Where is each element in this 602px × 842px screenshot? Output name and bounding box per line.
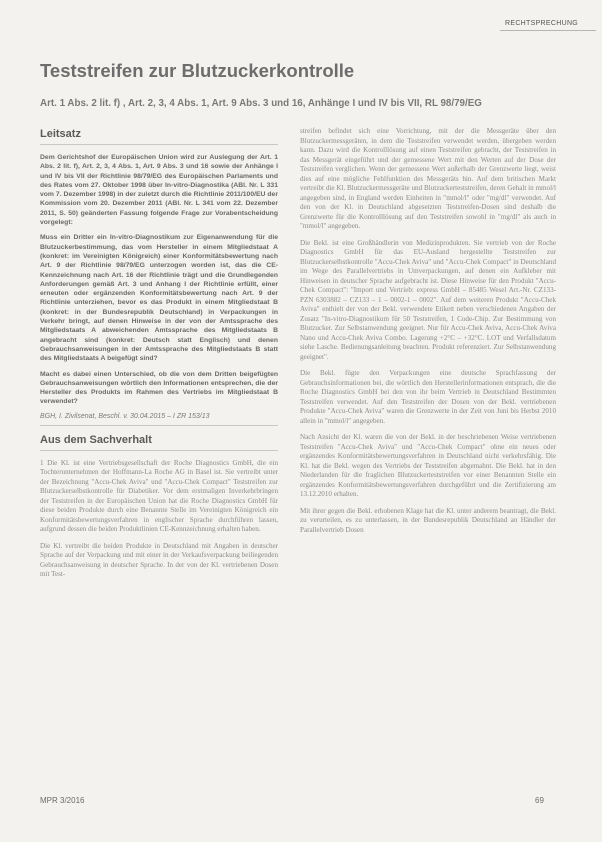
leitsatz-paragraph: Muss ein Dritter ein In-vitro-Diagnostikum zur Eigenanwendung für die Blutzuckerbestimmung, das vom Hersteller in einem Mitgliedstaat A (konkret: im Vereinigten Königreich) einer Konformitätsbewertung nach Art. 9 der Richtlinie 98/79/EG unterzogen worden ist, das die CE-Kennzeichnung nach Art. 16 der Richtlinie trägt und die Grundlegenden Anforderungen gemäß Art. 3 und Anhang I der Richtlinie erfüllt, einer erneuten oder ergänzenden Konformitätsbewertung nach Art. 9 der Richtlinie unterziehen, bevor es das Produkt in einem Mitgliedstaat B (konkret: in der Bundesrepublik Deutschland) in Verpackungen in Verkehr bringt, auf denen Hinweise in der von der Amtssprache des Mitgliedstaats A abweichenden Amtssprache des Mitgliedstaats B angebracht sind (konkret: Deutsch statt Englisch) und denen Gebrauchsanweisungen in der Amtssprache des Mitgliedstaats B statt des Mitgliedstaats A beigefügt sind? [40,234,278,363]
body-paragraph: Die Bekl. fügte den Verpackungen eine deutsche Sprachfassung der Gebrauchsinformationen bei, die wörtlich den Herstellerinformationen entsprach, die die Roche Diagnostics GmbH bei den von ihr beim Vertrieb in Deutschland Bestimmten Teststreifen verwendet. Auf den Teststreifen der Dosen von der Bekl. vertriebenen Produkte "Accu-Chek Aviva" waren die Grenzwerte in der Zeit von Juni bis Herbst 2010 allein in "mmol/l" angegeben. [300,369,556,425]
sachverhalt-right-text [300,127,556,535]
court-citation: BGH, I. Zivilsenat, Beschl. v. 30.04.2015 – I ZR 153/13 [40,413,278,426]
leitsatz-paragraph: Macht es dabei einen Unterschied, ob die von dem Dritten beigefügten Gebrauchsanweisungen wörtlich den Informationen entsprechen, die der Hersteller des Produkts im Rahmen des Vertriebs im Mitgliedstaat B verwendet? [40,370,278,406]
journal-reference: MPR 3/2016 [40,796,85,805]
section-label: RECHTSPRECHUNG [505,20,579,27]
sachverhalt-heading: Aus dem Sachverhalt [40,434,278,451]
body-paragraph: Mit ihrer gegen die Bekl. erhobenen Klage hat die Kl. unter anderem beantragt, die Bekl. zu verurteilen, es zu unterlassen, in der Bundesrepublik Deutschland an Händler der Parallelvertrieb Dosen [300,506,556,534]
article-title: Teststreifen zur Blutzuckerkontrolle [40,60,355,81]
body-paragraph: Nach Ansicht der Kl. waren die von der Bekl. in der beschriebenen Weise vertriebenen Teststreifen "Accu-Chek Aviva" und "Accu-Chek Compact" ohne ein neues oder ergänzendes Konformitätsbewertungsverfahren in Deutschland nicht verkehrsfähig. Die Kl. hat die Bekl. wegen des Vertriebs der Teststreifen abgemahnt. Die Bekl. hat in den Niederlanden für die fraglichen Blutzuckerteststreifen vor einer Benannten Stelle ein ergänzendes Konformitätsbewertungsverfahren durchgeführt und die Zertifizierung am 13.12.2010 erhalten. [300,433,556,498]
header-rule [500,30,596,31]
left-column [40,128,278,587]
page-number: 69 [535,796,544,805]
body-paragraph: streifen befindet sich eine Vorrichtung, mit der die Messgeräte über den Blutzuckermessgeräten, in dem die Teststreifen verwendet werden, übergeben werden kann. Dazu wird die Kontrolllösung auf einen Teststreifen gebracht, der Teststreifen in das Messgerät eingeführt und der gemessene Wert mit den Werten auf der Dose der Teststreifen verglichen. Wenn der gemessene Wert außerhalb der Grenzwerte liegt, weist dies auf eine mögliche Fehlfunktion des Messgeräts hin. Auf dem britischen Markt vertreibt die Kl. Blutzuckermessgeräte und Blutzuckerteststreifen, deren Gehalt in mmol/l angegeben sind, in England werden Einheiten in "mmol/l" oder "mg/dl" verwendet. Auf den von der Kl. in Deutschland abgesetzten Teststreifen-Dosen sind deshalb die Grenzwerte für die Kontrolllösung auf den Teststreifen sowohl in "mg/dl" als auch in "mmol/l" angegeben. [300,127,556,230]
article-subtitle: Art. 1 Abs. 2 lit. f) , Art. 2, 3, 4 Abs. 1, Art. 9 Abs. 3 und 16, Anhänge I und IV bis VII, RL 98/79/EG [40,98,482,109]
body-paragraph: Die Bekl. ist eine Großhändlerin von Medizinprodukten. Sie vertrieb von der Roche Diagnostics GmbH für das EU-Ausland hergestellte Teststreifen zur Blutzuckerselbstkontrolle "Accu-Chek Aviva" und "Accu-Chek Compact" in Deutschland im Wege des Parallelvertriebs in Umverpackungen, auf denen ein Aufkleber mit Hinweisen in deutscher Sprache aufgebracht ist. Diese Hinweise für den Produkt "Accu-Chek Compact": "Import und Vertrieb: express GmbH – 85485 Wesel Art.-Nr. CZ133-PZN 6303882 – CZ133 – 1 – 0002-1 – 0002". Auf dem weiteren Produkt "Accu-Chek Aviva" enthielt der von der Bekl. verwendete Etikett neben verschiedenen Angaben der Zusatz "In-vitro-Diagnostikum für 50 Teststreifen, 1 Code-Chip. Zur Bestimmung von Blutzucker. Zur Selbstanwendung geeignet. Nur für Accu-Chek Aviva, Accu-Chek Aviva Nano und Accu-Chek Aviva Combo. Lagerung +2°C – +32°C. LOT und Verfallsdatum siehe Lasche. Bedienungsanleitung beachten. Produkt referenziert. Zur Selbstanwendung geeignet". [300,238,556,361]
right-column [300,127,556,542]
leitsatz-text [40,153,278,407]
body-paragraph: Die Kl. vertreibt die beiden Produkte in Deutschland mit Angaben in deutscher Sprache auf der Verpackung und mit einer in der Verkaufsverpackung beiliegenden Gebrauchsanweisung in deutscher Sprache. In der von der Kl. vertriebenen Dosen mit Test- [40,541,278,579]
body-paragraph: 1 Die Kl. ist eine Vertriebsgesellschaft der Roche Diagnostics GmbH, die ein Tochterunternehmen der Hoffmann-La Roche AG in Basel ist. Sie vertreibt unter der Bezeichnung "Accu-Chek Aviva" und "Accu-Chek Compact" Teststreifen zur Blutzuckerselbstkontrolle für Diabetiker. Vor dem erstmaligen Inverkehrbringen der Teststreifen in der Europäischen Union hat die Roche Diagnostics GmbH für diese beiden Produkte durch eine Benannte Stelle im Vereinigten Königreich ein Konformitätsbewertungsverfahren in englischer Sprache durchführen lassen, aufgrund dessen die beiden Produktlinien CE-Kennzeichnung erhalten haben. [40,458,278,534]
leitsatz-paragraph: Dem Gerichtshof der Europäischen Union wird zur Auslegung der Art. 1 Abs. 2 lit. f), Art. 2, 3, 4 Abs. 1, Art. 9 Abs. 3 und 16 sowie der Anhänge I und IV bis VII der Richtlinie 98/79/EG des Europäischen Parlaments und des Rates vom 27. Oktober 1998 über In-vitro-Diagnostika (ABl. Nr. L 331 vom 7. Dezember 1998) in der zuletzt durch die Richtlinie 2011/100/EU der Kommission vom 20. Dezember 2011 (ABl. Nr. L 341 vom 22. Dezember 2011, S. 50) geänderten Fassung folgende Frage zur Vorabentscheidung vorgelegt: [40,154,278,227]
sachverhalt-left-text [40,459,278,580]
leitsatz-heading: Leitsatz [40,128,278,145]
